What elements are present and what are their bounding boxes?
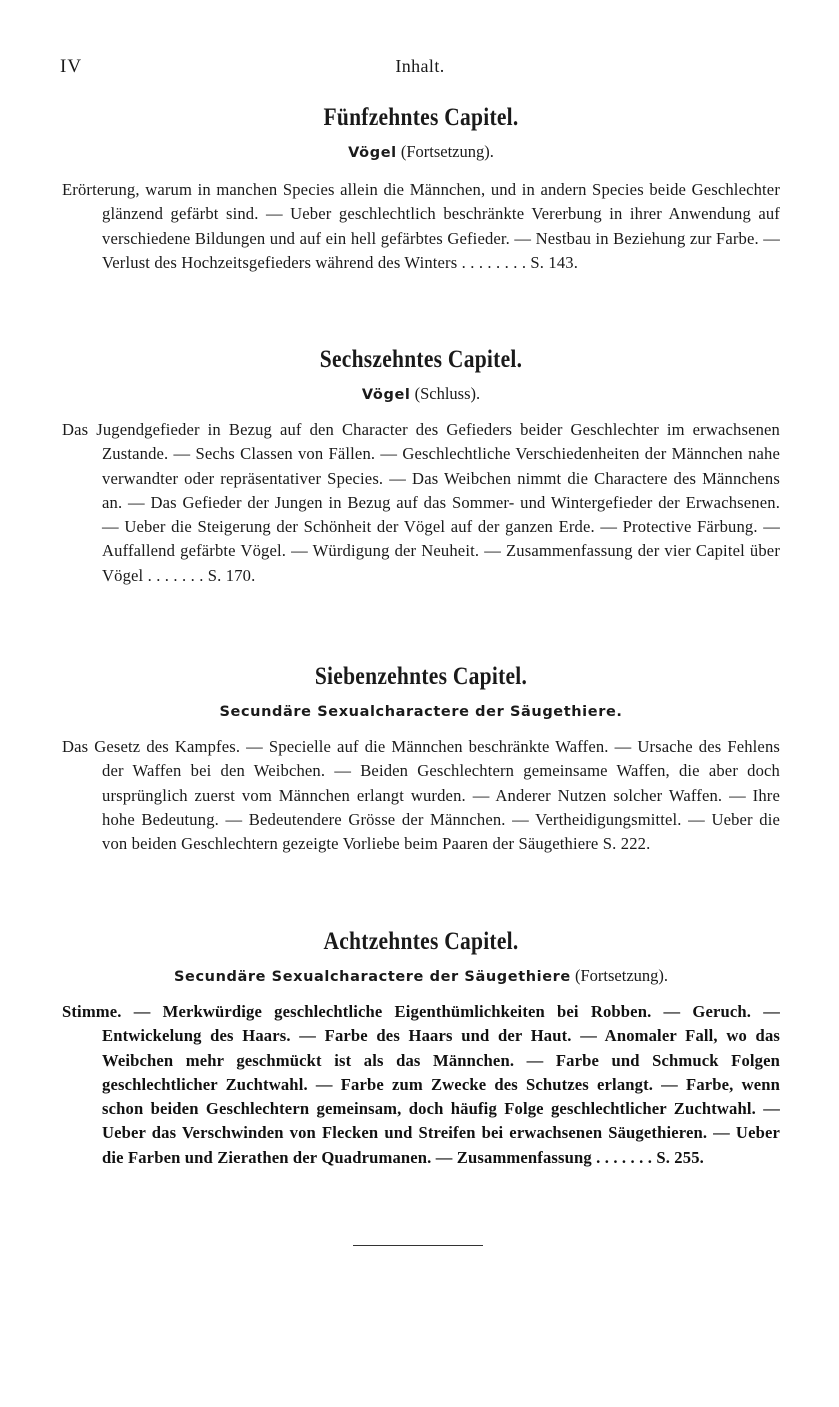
chapter-subtitle-rest: (Schluss). <box>410 384 481 403</box>
page-number: IV <box>60 56 83 77</box>
chapter-subtitle <box>62 700 780 723</box>
leader-dots: . . . . . . . <box>143 565 208 585</box>
chapter-summary <box>62 1000 780 1170</box>
page-reference: S. 170. <box>207 565 256 585</box>
chapter-subtitle <box>62 141 780 164</box>
chapter-title: Fünfzehntes Capitel. <box>323 104 519 131</box>
leader-dots: . . . . . . . . <box>457 252 531 272</box>
chapter-subtitle-rest: (Fortsetzung). <box>396 142 494 161</box>
page-reference: S. 143. <box>530 252 579 272</box>
chapter-subtitle <box>62 965 780 988</box>
summary-text: Das Jugendgefieder in Bezug auf den Character des Gefieders beider Geschlechter im erwachsenen Zustande. — Sechs Classen von Fällen. — Geschlechtliche Verschiedenheiten der Männchen nahe verwandter oder repräsentativer Species. — Das Weibchen nimmt die Charactere des Männchens an. — Das Gefieder der Jungen in Bezug auf das Sommer- und Wintergefieder der Erwachsenen. — Ueber die Steigerung der Schönheit der Vögel auf der ganzen Erde. — Protective Färbung. — Auffallend gefärbte Vögel. — Würdigung der Neuheit. — Zusammenfassung der vier Capitel über Vögel <box>62 420 780 585</box>
chapter-title: Achtzehntes Capitel. <box>323 928 519 955</box>
chapter-summary <box>62 735 780 856</box>
chapter-subtitle <box>62 383 780 406</box>
leader-dots: . . . . . . . <box>591 1147 657 1167</box>
chapter-16 <box>62 345 780 605</box>
chapter-subtitle-main: Secundäre Sexualcharactere der Säugethiere. <box>219 704 623 720</box>
page-reference: S. 255. <box>656 1147 704 1167</box>
chapter-subtitle-main: Vögel <box>361 387 411 403</box>
chapter-title: Sechszehntes Capitel. <box>319 346 523 373</box>
chapter-subtitle-main: Secundäre Sexualcharactere der Säugethiere <box>173 969 571 985</box>
chapter-15 <box>62 103 780 292</box>
end-rule <box>353 1245 483 1246</box>
chapter-17 <box>62 662 780 873</box>
chapter-subtitle-rest: (Fortsetzung). <box>570 966 669 985</box>
chapter-18 <box>62 927 780 1187</box>
summary-text: Stimme. — Merkwürdige geschlechtliche Eigenthümlichkeiten bei Robben. — Geruch. — Entwickelung des Haars. — Farbe des Haars und der Haut. — Anomaler Fall, wo das Weibchen mehr geschmückt ist als das Männchen. — Farbe und Schmuck Folgen geschlechtlicher Zuchtwahl. — Farbe zum Zwecke des Schutzes erlangt. — Farbe, wenn schon beiden Geschlechtern gemeinsam, doch häufig Folge geschlechtlicher Zuchtwahl. — Ueber das Verschwinden von Flecken und Streifen bei erwachsenen Säugethieren. — Ueber die Farben und Zierathen der Quadrumanen. — Zusammenfassung <box>62 1002 780 1167</box>
page-header <box>60 56 780 82</box>
chapter-summary <box>62 178 780 275</box>
page-reference: S. 222. <box>602 834 651 854</box>
chapter-subtitle-main: Vögel <box>348 145 397 161</box>
chapter-title: Siebenzehntes Capitel. <box>314 663 528 690</box>
summary-text: Das Gesetz des Kampfes. — Specielle auf die Männchen beschränkte Waffen. — Ursache des Fehlens der Waffen bei den Weibchen. — Beiden Geschlechtern gemeinsame Waffen, die aber doch ursprünglich zuerst vom Männchen erlangt wurden. — Anderer Nutzen solcher Waffen. — Ihre hohe Bedeutung. — Bedeutendere Grösse der Männchen. — Vertheidigungsmittel. — Ueber die von beiden Geschlechtern gezeigte Vorliebe beim Paaren der Säugethiere <box>62 737 780 854</box>
running-title: Inhalt. <box>395 56 445 76</box>
summary-text: Erörterung, warum in manchen Species allein die Männchen, und in andern Species beide Geschlechter glänzend gefärbt sind. — Ueber geschlechtlich beschränkte Vererbung in ihrer Anwendung auf verschiedene Bildungen und auf ein hell gefärbtes Gefieder. — Nestbau in Beziehung zur Farbe. — Verlust des Hochzeitsgefieders während des Winters <box>62 180 780 272</box>
chapter-summary <box>62 418 780 588</box>
